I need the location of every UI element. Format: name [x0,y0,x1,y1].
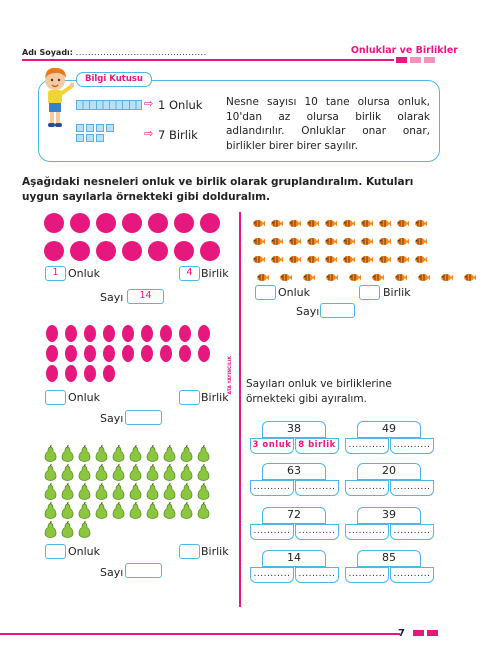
oval-object [179,325,191,342]
pear-icon [129,464,142,481]
oval-object [122,325,134,342]
fish-icon [342,231,355,240]
oval-object [84,325,96,342]
split-number: 49 [357,421,421,438]
fish-icon [378,213,391,222]
oval-object [46,345,58,362]
publisher-mark: ATA YAYINCILIK [228,356,233,395]
fish-icon [371,267,384,276]
split-tens-box[interactable]: ........... [345,567,389,583]
oval-row [46,345,226,362]
tens-box[interactable] [255,285,276,300]
fish-row [252,213,437,222]
info-text: Nesne sayısı 10 tane olursa onluk, 10'dan az olursa birlik olarak adlandırılır. Onluklar onar onar, birlikler birer birer sayılır. [226,96,430,152]
pear-icon [146,464,159,481]
number-label: Sayı [100,566,124,579]
fish-icon [288,249,301,258]
pear-icon [197,502,210,519]
instruction-text: Aşağıdaki nesneleri onluk ve birlik olarak gruplandıralım. Kutuları uygun sayılarla örnekteki gibi dolduralım. [22,176,414,203]
fish-row [252,267,437,276]
fish-icon [288,213,301,222]
fish-icon [440,267,453,276]
pears-group [44,445,234,540]
pear-icon [44,521,57,538]
fish-row [252,231,437,240]
fish-icon [256,267,269,276]
fish-row [252,249,437,258]
pear-icon [44,502,57,519]
split-tens-box[interactable]: ........... [250,480,294,496]
fish-icon [396,231,409,240]
split-number: 14 [262,550,326,567]
oval-object [141,325,153,342]
fish-icon [394,267,407,276]
pear-icon [163,483,176,500]
pear-icon [146,483,159,500]
fish-icon [414,249,427,258]
pear-row [44,483,234,500]
footer-block [427,630,438,636]
student-name-label [22,48,207,57]
one-ten-label: 1 Onluk [158,98,203,112]
ones-label: Birlik [201,267,229,280]
split-ones-box[interactable]: 8 birlik [295,438,339,454]
circle-object [200,241,220,261]
fish-icon [378,249,391,258]
oval-row [46,325,226,342]
tens-box[interactable] [45,390,66,405]
footer-block [413,630,424,636]
fish-icon [360,213,373,222]
pear-icon [61,521,74,538]
pear-icon [112,464,125,481]
split-ones-box[interactable]: ........... [295,480,339,496]
fish-icon [306,231,319,240]
fish-icon [279,267,292,276]
fish-icon [270,231,283,240]
split-tens-box[interactable]: ........... [250,567,294,583]
name-label-text: Adı Soyadı: [22,48,73,57]
pear-icon [197,483,210,500]
ovals-group [46,325,226,385]
circle-object [70,241,90,261]
oval-object [103,365,115,382]
oval-object [122,345,134,362]
pear-row [44,521,234,538]
split-ones-box[interactable]: ........... [295,567,339,583]
header-block [410,57,421,63]
fish-icon [252,249,265,258]
split-ones-box[interactable]: ........... [390,480,434,496]
circle-object [44,241,64,261]
header-rule [22,59,394,61]
fish-icon [360,231,373,240]
fish-icon [288,231,301,240]
circle-object [122,213,142,233]
pear-icon [78,445,91,462]
number-label: Sayı [100,412,124,425]
oval-object [84,345,96,362]
pear-icon [44,445,57,462]
unit-cubes-icon [76,124,122,142]
pear-icon [78,483,91,500]
fish-icon [302,267,315,276]
pear-icon [163,464,176,481]
oval-object [160,345,172,362]
circle-object [70,213,90,233]
number-box[interactable] [320,303,355,318]
pear-row [44,502,234,519]
tens-label: Onluk [68,267,101,280]
circle-object [96,213,116,233]
pear-icon [95,445,108,462]
pear-row [44,464,234,481]
pear-icon [163,445,176,462]
oval-object [46,365,58,382]
fish-icon [270,213,283,222]
fish-icon [342,213,355,222]
ones-box[interactable] [179,544,200,559]
split-tens-box[interactable]: ........... [345,438,389,454]
ones-label: Birlik [383,286,411,299]
split-instruction: Sayıları onluk ve birliklerine örnekteki gibi ayıralım. [246,378,392,405]
pear-icon [163,502,176,519]
split-number: 39 [357,507,421,524]
split-tens-box[interactable]: ........... [250,524,294,540]
pear-icon [112,483,125,500]
number-label: Sayı [296,305,320,318]
oval-object [179,345,191,362]
ones-box[interactable] [179,390,200,405]
oval-object [46,325,58,342]
pear-icon [78,464,91,481]
ones-label: Birlik [201,545,229,558]
fish-icon [306,213,319,222]
split-ones-box[interactable]: ........... [295,524,339,540]
fish-icon [417,267,430,276]
pear-icon [180,464,193,481]
fish-icon [270,249,283,258]
oval-object [65,345,77,362]
split-number: 72 [262,507,326,524]
fish-icon [414,231,427,240]
pear-icon [61,502,74,519]
split-tens-box[interactable]: 3 onluk [250,438,294,454]
split-tens-box[interactable]: ........... [345,524,389,540]
circle-object [174,241,194,261]
pear-icon [180,445,193,462]
header-block [424,57,435,63]
circle-object [174,213,194,233]
ones-box[interactable]: 4 [179,266,200,281]
header-block [396,57,407,63]
fish-icon [324,213,337,222]
tens-label: Onluk [68,545,101,558]
fish-icon [342,249,355,258]
pear-icon [95,502,108,519]
pear-icon [146,445,159,462]
fish-icon [463,267,476,276]
column-divider [239,212,241,607]
pear-icon [146,502,159,519]
number-box[interactable] [125,563,162,578]
page-title: Onluklar ve Birlikler [350,45,458,56]
tens-label: Onluk [68,391,101,404]
ten-block-icon [76,100,142,110]
info-box-title: Bilgi Kutusu [76,72,152,87]
oval-object [65,365,77,382]
circles-group [44,213,229,261]
split-ones-box[interactable]: ........... [390,567,434,583]
pear-icon [61,464,74,481]
seven-ones-label: 7 Birlik [158,128,198,142]
split-ones-box[interactable]: ........... [390,438,434,454]
pear-icon [180,483,193,500]
split-ones-box[interactable]: ........... [390,524,434,540]
oval-object [103,325,115,342]
pear-icon [61,483,74,500]
oval-row [46,365,226,382]
pear-icon [129,502,142,519]
tens-label: Onluk [278,286,311,299]
fish-icon [325,267,338,276]
pear-icon [197,445,210,462]
footer-rule [0,633,400,635]
pear-icon [95,464,108,481]
oval-object [65,325,77,342]
split-number: 38 [262,421,326,438]
oval-object [198,325,210,342]
fish-icon [396,249,409,258]
pear-icon [44,464,57,481]
pear-icon [129,483,142,500]
pear-icon [129,445,142,462]
pear-icon [78,521,91,538]
split-number: 85 [357,550,421,567]
circle-object [44,213,64,233]
oval-object [141,345,153,362]
oval-object [84,365,96,382]
fish-icon [324,231,337,240]
number-box[interactable]: 14 [127,289,164,304]
name-dots: ........................................... [75,48,207,57]
fish-icon [396,213,409,222]
ones-label: Birlik [201,391,229,404]
tens-box[interactable] [45,544,66,559]
fish-icon [414,213,427,222]
page-number: 7 [398,628,405,639]
fish-icon [252,231,265,240]
pear-icon [112,445,125,462]
boy-illustration [40,66,74,130]
circle-object [148,213,168,233]
pear-icon [95,483,108,500]
circle-object [148,241,168,261]
split-number: 63 [262,463,326,480]
fish-icon [306,249,319,258]
arrow-right-icon: ⇨ [144,127,154,140]
number-label: Sayı [100,291,124,304]
fish-group [252,213,437,285]
circle-object [122,241,142,261]
pear-icon [78,502,91,519]
oval-object [103,345,115,362]
circle-object [96,241,116,261]
fish-icon [252,213,265,222]
ones-box[interactable] [359,285,380,300]
circle-object [200,213,220,233]
split-tens-box[interactable]: ........... [345,480,389,496]
pear-icon [180,502,193,519]
split-number: 20 [357,463,421,480]
fish-icon [360,249,373,258]
pear-icon [197,464,210,481]
oval-object [198,345,210,362]
fish-icon [348,267,361,276]
fish-icon [324,249,337,258]
pear-row [44,445,234,462]
arrow-right-icon: ⇨ [144,97,154,110]
fish-icon [378,231,391,240]
tens-box[interactable]: 1 [45,266,66,281]
oval-object [160,325,172,342]
pear-icon [112,502,125,519]
pear-icon [44,483,57,500]
pear-icon [61,445,74,462]
number-box[interactable] [125,410,162,425]
